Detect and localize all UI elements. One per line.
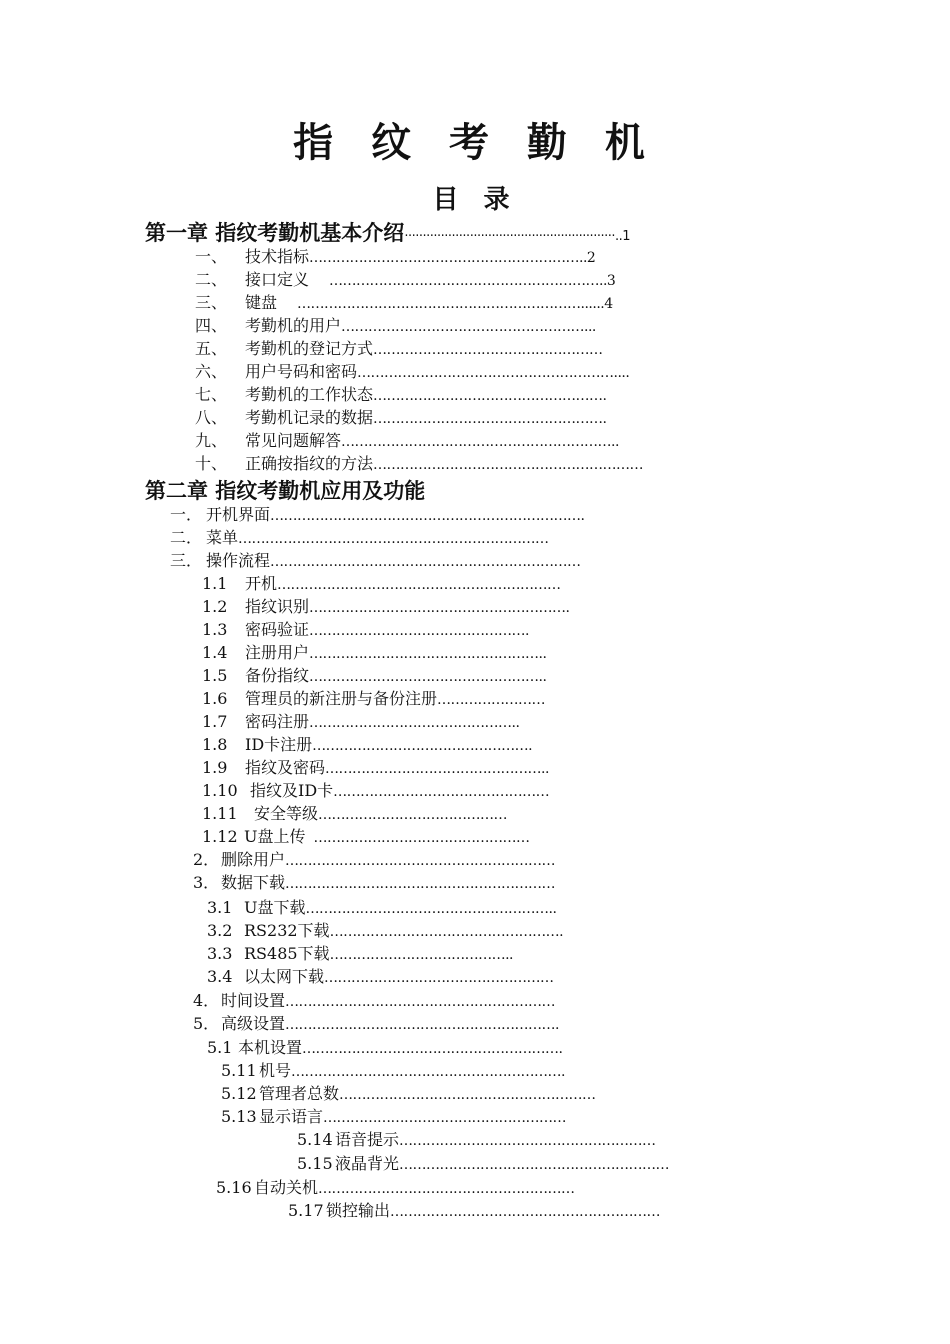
- item-label: 开机: [245, 574, 278, 593]
- item-label: 管理员的新注册与备份注册: [245, 689, 438, 708]
- leader-dots: …………………………………………….: [329, 924, 564, 940]
- item-number: 1.2: [202, 597, 228, 616]
- item-label: 安全等级: [254, 804, 319, 823]
- item-label: 接口定义: [245, 270, 310, 289]
- item-label: 正确按指纹的方法: [245, 454, 374, 473]
- item-number: 1.9: [202, 758, 228, 777]
- chapter-title: 第一章 指纹考勤机基本介绍: [145, 221, 405, 245]
- leader-dots: ……………………………………………………..3: [329, 273, 616, 289]
- item-number: 5.1: [207, 1038, 233, 1057]
- item-number: 2．: [193, 850, 220, 869]
- leader-dots: ··························································..1: [404, 229, 631, 244]
- leader-dots: …………………………………………………: [339, 1087, 596, 1103]
- toc-item[interactable]: [207, 897, 556, 920]
- item-label: 技术指标: [245, 247, 310, 266]
- leader-dots: ……………………………………………………..: [341, 434, 619, 450]
- toc-item[interactable]: [207, 920, 563, 943]
- toc-item[interactable]: [202, 596, 569, 619]
- toc-item[interactable]: [202, 711, 519, 734]
- leader-dots: ……………………………………………………: [285, 853, 556, 869]
- leader-dots: ……………………………………………: [373, 342, 603, 358]
- leader-dots: ………………………………………………….: [309, 600, 570, 616]
- item-number: 五、: [195, 339, 228, 358]
- item-label: 备份指纹: [245, 666, 310, 685]
- leader-dots: ……………………………………………………………: [238, 531, 549, 547]
- item-number: 1.8: [202, 735, 228, 754]
- leader-dots: …………………………………………….: [373, 388, 607, 404]
- leader-dots: …………………………………………………: [399, 1133, 656, 1149]
- item-label: 数据下载: [221, 873, 286, 892]
- toc-item[interactable]: [202, 780, 549, 803]
- toc-item[interactable]: [193, 872, 555, 895]
- item-number: 3.1: [207, 898, 233, 917]
- item-number: 1.4: [202, 643, 228, 662]
- item-number: 1.1: [202, 574, 228, 593]
- toc-item[interactable]: [195, 407, 606, 430]
- toc-item[interactable]: [202, 826, 530, 849]
- leader-dots: …………………………………………..: [325, 761, 549, 777]
- toc-item[interactable]: [221, 1083, 596, 1106]
- item-label: 显示语言: [259, 1107, 324, 1126]
- toc-item[interactable]: [195, 292, 613, 315]
- item-label: RS232下载: [244, 921, 330, 940]
- item-label: 管理者总数: [259, 1084, 340, 1103]
- item-number: 1.7: [202, 712, 228, 731]
- leader-dots: ………………………………………………………: [277, 577, 561, 593]
- toc-item[interactable]: [195, 430, 619, 453]
- toc-item[interactable]: [207, 943, 513, 966]
- item-label: 操作流程: [206, 551, 271, 570]
- toc-item[interactable]: [195, 338, 603, 361]
- toc-title: 目 录: [432, 185, 518, 215]
- toc-item[interactable]: [221, 1106, 566, 1129]
- item-label: 考勤机的工作状态: [245, 385, 374, 404]
- item-number: 5.13: [221, 1107, 257, 1126]
- leader-dots: …………………………………………………….: [285, 1017, 559, 1033]
- toc-item[interactable]: [297, 1129, 656, 1152]
- toc-item[interactable]: [288, 1200, 660, 1223]
- item-label: 自动关机: [254, 1178, 319, 1197]
- toc-item[interactable]: [170, 527, 549, 550]
- item-number: 十、: [195, 454, 228, 473]
- item-number: 1.3: [202, 620, 228, 639]
- toc-item[interactable]: [195, 384, 606, 407]
- leader-dots: ……………………………………: [318, 807, 508, 823]
- toc-item[interactable]: [195, 315, 596, 338]
- item-number: 一．: [170, 505, 203, 524]
- item-label: RS485下载: [244, 944, 330, 963]
- toc-item[interactable]: [195, 453, 643, 476]
- leader-dots: ……………………………………………………………: [270, 554, 581, 570]
- item-number: 5.16: [216, 1178, 252, 1197]
- item-label: 语音提示: [335, 1130, 400, 1149]
- item-label: 密码验证: [245, 620, 310, 639]
- toc-item[interactable]: [297, 1153, 669, 1176]
- toc-item[interactable]: [195, 269, 615, 292]
- item-label: 以太网下载: [244, 967, 325, 986]
- item-label: 菜单: [206, 528, 239, 547]
- toc-item[interactable]: [193, 1013, 559, 1036]
- leader-dots: …………………………………………: [313, 830, 530, 846]
- leader-dots: ……………………………………………..: [309, 646, 547, 662]
- item-number: 1.12: [202, 827, 238, 846]
- leader-dots: ……………………………………………: [324, 970, 554, 986]
- toc-item[interactable]: [202, 688, 545, 711]
- toc-item[interactable]: [202, 665, 546, 688]
- leader-dots: …………………………………..: [329, 947, 513, 963]
- item-number: 3．: [193, 873, 220, 892]
- item-label: 时间设置: [221, 991, 286, 1010]
- item-label: 指纹识别: [245, 597, 310, 616]
- item-number: 1.5: [202, 666, 228, 685]
- item-label: 考勤机记录的数据: [245, 408, 374, 427]
- item-label: 注册用户: [245, 643, 310, 662]
- item-number: 三．: [170, 551, 203, 570]
- leader-dots: …………………………………………………....: [357, 365, 630, 381]
- leader-dots: …………………………………………………….: [291, 1064, 565, 1080]
- leader-dots: ………………………………………………: [323, 1110, 567, 1126]
- leader-dots: ………………………………………………….: [302, 1041, 563, 1057]
- item-label: U盘上传: [244, 827, 306, 846]
- item-number: 八、: [195, 408, 228, 427]
- leader-dots: ……………………………………………………: [285, 994, 556, 1010]
- item-number: 1.10: [202, 781, 238, 800]
- item-label: 开机界面: [206, 505, 271, 524]
- item-number: 3.4: [207, 967, 233, 986]
- item-number: 三、: [195, 293, 228, 312]
- leader-dots: ……………………………………………………: [390, 1204, 661, 1220]
- toc-chapter-2[interactable]: [145, 476, 425, 506]
- toc-item[interactable]: [195, 246, 595, 269]
- item-label: U盘下载: [244, 898, 306, 917]
- toc-item[interactable]: [170, 504, 584, 527]
- toc-item[interactable]: [221, 1060, 565, 1083]
- toc-item[interactable]: [193, 849, 555, 872]
- item-number: 3.3: [207, 944, 233, 963]
- toc-item[interactable]: [202, 734, 532, 757]
- toc-item[interactable]: [202, 619, 529, 642]
- item-label: 键盘: [245, 293, 278, 312]
- item-number: 1.6: [202, 689, 228, 708]
- item-label: 机号: [259, 1061, 292, 1080]
- item-number: 5．: [193, 1014, 220, 1033]
- leader-dots: ………………………………………………………......4: [297, 296, 613, 312]
- toc-item[interactable]: [207, 966, 554, 989]
- leader-dots: …………………………………………….: [373, 411, 607, 427]
- item-label: 常见问题解答: [245, 431, 342, 450]
- leader-dots: ………………………………………….: [312, 738, 533, 754]
- toc-item[interactable]: [195, 361, 629, 384]
- item-number: 六、: [195, 362, 228, 381]
- item-number: 二、: [195, 270, 228, 289]
- toc-item[interactable]: [202, 573, 561, 596]
- leader-dots: ……………………………………………………: [399, 1157, 670, 1173]
- item-number: 七、: [195, 385, 228, 404]
- item-number: 九、: [195, 431, 228, 450]
- item-label: 密码注册: [245, 712, 310, 731]
- leader-dots: ……………………………………………..: [309, 669, 547, 685]
- leader-dots: ……………………………………………………..2: [309, 250, 596, 266]
- item-number: 二．: [170, 528, 203, 547]
- leader-dots: ………………………………………….: [309, 623, 529, 639]
- item-label: ID卡注册: [245, 735, 313, 754]
- item-label: 高级设置: [221, 1014, 286, 1033]
- chapter-title: 第二章 指纹考勤机应用及功能: [145, 479, 426, 503]
- toc-item[interactable]: [193, 990, 555, 1013]
- item-label: 指纹及密码: [245, 758, 326, 777]
- item-label: 用户号码和密码: [245, 362, 358, 381]
- item-label: 本机设置: [238, 1038, 303, 1057]
- toc-item[interactable]: [170, 550, 581, 573]
- item-label: 考勤机的用户: [245, 316, 342, 335]
- item-number: 5.15: [297, 1154, 333, 1173]
- toc-item[interactable]: [216, 1177, 575, 1200]
- item-number: 4．: [193, 991, 220, 1010]
- leader-dots: ……………………………………………………: [285, 876, 556, 892]
- leader-dots: ………………………………………………...: [341, 319, 596, 335]
- item-number: 1.11: [202, 804, 238, 823]
- leader-dots: …………………………………………: [333, 784, 550, 800]
- leader-dots: ……………………: [437, 692, 546, 708]
- item-number: 一、: [195, 247, 228, 266]
- leader-dots: ………………………………………..: [309, 715, 520, 731]
- leader-dots: …………………………………………………: [318, 1181, 575, 1197]
- toc-item[interactable]: [202, 757, 549, 780]
- item-number: 5.14: [297, 1130, 333, 1149]
- leader-dots: …………………………………………………………….: [270, 508, 585, 524]
- item-label: 指纹及ID卡: [250, 781, 334, 800]
- leader-dots: ……………………………………………………: [373, 457, 644, 473]
- item-number: 四、: [195, 316, 228, 335]
- item-number: 5.12: [221, 1084, 257, 1103]
- toc-item[interactable]: [207, 1037, 562, 1060]
- item-label: 液晶背光: [335, 1154, 400, 1173]
- item-label: 删除用户: [221, 850, 286, 869]
- item-number: 5.11: [221, 1061, 257, 1080]
- page-title: 指 纹 考 勤 机: [293, 120, 657, 166]
- item-label: 考勤机的登记方式: [245, 339, 374, 358]
- leader-dots: ………………………………………………..: [305, 901, 557, 917]
- item-label: 锁控输出: [326, 1201, 391, 1220]
- item-number: 5.17: [288, 1201, 324, 1220]
- item-number: 3.2: [207, 921, 233, 940]
- toc-item[interactable]: [202, 642, 546, 665]
- toc-item[interactable]: [202, 803, 507, 826]
